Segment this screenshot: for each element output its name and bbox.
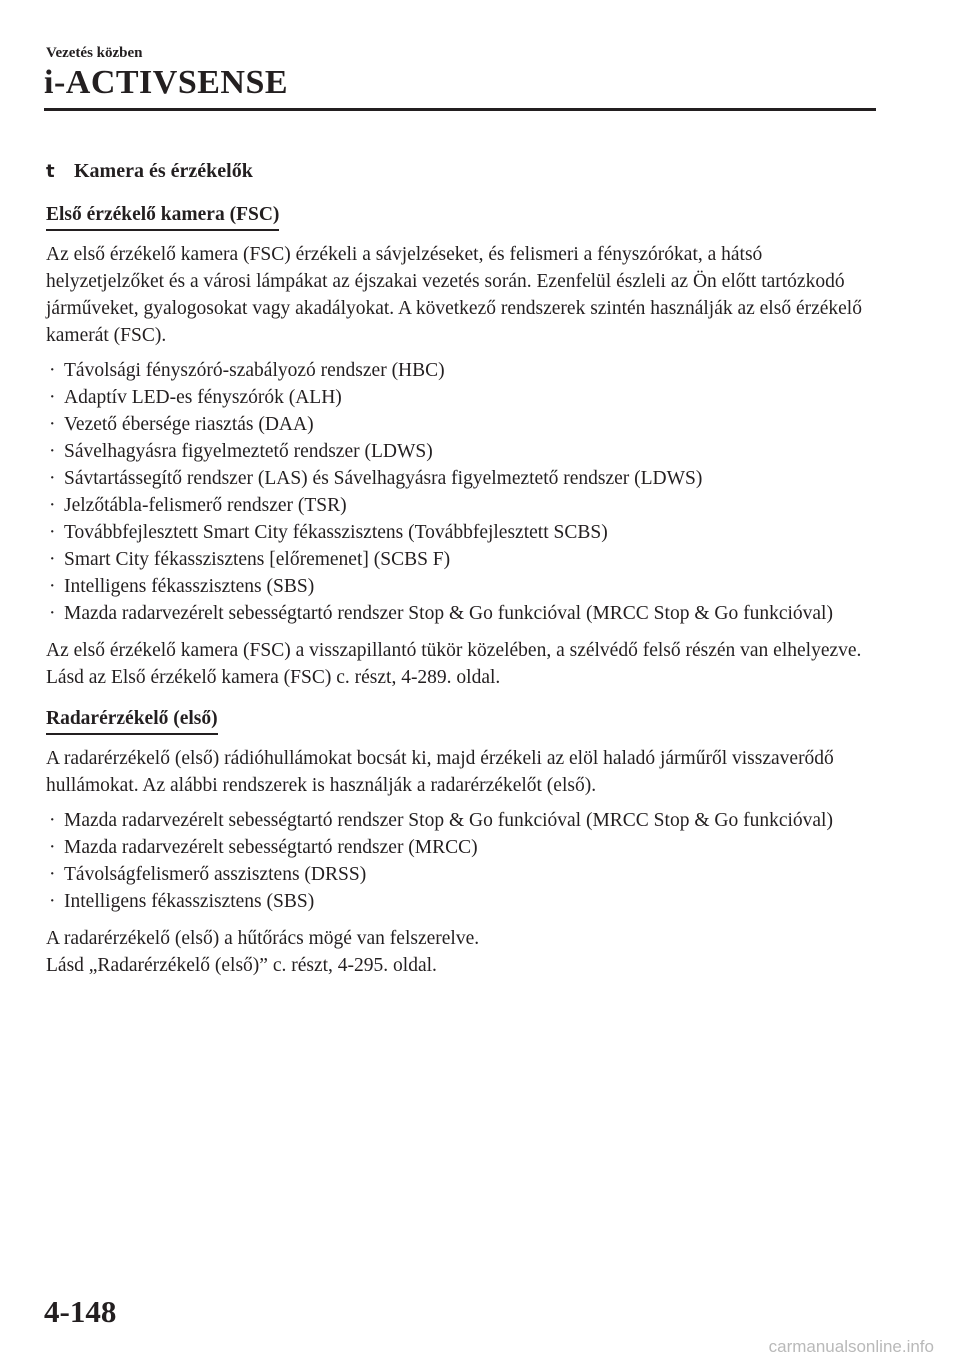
list-item: · Jelzőtábla-felismerő rendszer (TSR) (46, 492, 876, 519)
radar-heading: Radarérzékelő (első) (46, 705, 218, 735)
list-item: · Sávtartássegítő rendszer (LAS) és Sávelhagyásra figyelmeztető rendszer (LDWS) (46, 465, 876, 492)
list-item: · Intelligens fékasszisztens (SBS) (46, 573, 876, 600)
bullet-icon: · (49, 360, 56, 381)
bullet-icon: · (49, 414, 56, 435)
list-item: · Mazda radarvezérelt sebességtartó rendszer Stop & Go funkcióval (MRCC Stop & Go funkcióval) (46, 600, 876, 627)
radar-location: A radarérzékelő (első) a hűtőrács mögé van felszerelve. (46, 928, 480, 949)
bullet-icon: · (49, 522, 56, 543)
list-item: · Távolságfelismerő asszisztens (DRSS) (46, 861, 876, 888)
page-content (46, 158, 876, 987)
radar-intro: A radarérzékelő (első) rádióhullámokat bocsát ki, majd érzékeli az elöl haladó járműről visszaverődő hullámokat. Az alábbi rendszerek is használják a radarérzékelőt (első). (46, 748, 834, 796)
bullet-icon: · (49, 441, 56, 462)
section-marker-icon: t (46, 161, 55, 182)
bullet-icon: · (49, 468, 56, 489)
fsc-heading: Első érzékelő kamera (FSC) (46, 201, 279, 231)
radar-reference: Lásd „Radarérzékelő (első)” c. részt, 4-295. oldal. (46, 955, 437, 976)
list-item: · Adaptív LED-es fényszórók (ALH) (46, 384, 876, 411)
bullet-icon: · (49, 495, 56, 516)
page-number: 4-148 (44, 1294, 117, 1329)
list-item: · Mazda radarvezérelt sebességtartó rendszer (MRCC) (46, 834, 876, 861)
list-item: · Sávelhagyásra figyelmeztető rendszer (LDWS) (46, 438, 876, 465)
bullet-icon: · (49, 864, 56, 885)
section-title-text: Kamera és érzékelők (74, 160, 253, 182)
page-title: i-ACTIVSENSE (44, 64, 289, 101)
bullet-icon: · (49, 603, 56, 624)
header-section-label: Vezetés közben (46, 45, 143, 61)
list-item: · Intelligens fékasszisztens (SBS) (46, 888, 876, 915)
list-item: · Továbbfejlesztett Smart City fékasszisztens (Továbbfejlesztett SCBS) (46, 519, 876, 546)
fsc-intro: Az első érzékelő kamera (FSC) érzékeli a sávjelzéseket, és felismeri a fényszórókat, a hátsó helyzetjelzőket és a városi lámpákat az éjszakai vezetés során. Ezenfelül észleli az Ön előtt tartózkodó járműveket, gyalogosokat vagy akadályokat. A következő rendszerek szintén használják az első érzékelő kamerát (FSC). (46, 244, 862, 346)
bullet-icon: · (49, 837, 56, 858)
fsc-system-list (46, 357, 876, 627)
section-title (46, 158, 876, 185)
header-divider (44, 108, 876, 111)
bullet-icon: · (49, 810, 56, 831)
watermark: carmanualsonline.info (768, 1337, 934, 1356)
bullet-icon: · (49, 891, 56, 912)
bullet-icon: · (49, 387, 56, 408)
list-item: · Smart City fékasszisztens [előremenet] (SCBS F) (46, 546, 876, 573)
radar-system-list (46, 807, 876, 915)
fsc-location: Az első érzékelő kamera (FSC) a visszapillantó tükör közelében, a szélvédő felső részén van elhelyezve. (46, 640, 862, 661)
list-item: · Vezető ébersége riasztás (DAA) (46, 411, 876, 438)
bullet-icon: · (49, 576, 56, 597)
fsc-reference: Lásd az Első érzékelő kamera (FSC) c. részt, 4-289. oldal. (46, 667, 501, 688)
list-item: · Mazda radarvezérelt sebességtartó rendszer Stop & Go funkcióval (MRCC Stop & Go funkcióval) (46, 807, 876, 834)
bullet-icon: · (49, 549, 56, 570)
list-item: · Távolsági fényszóró-szabályozó rendszer (HBC) (46, 357, 876, 384)
